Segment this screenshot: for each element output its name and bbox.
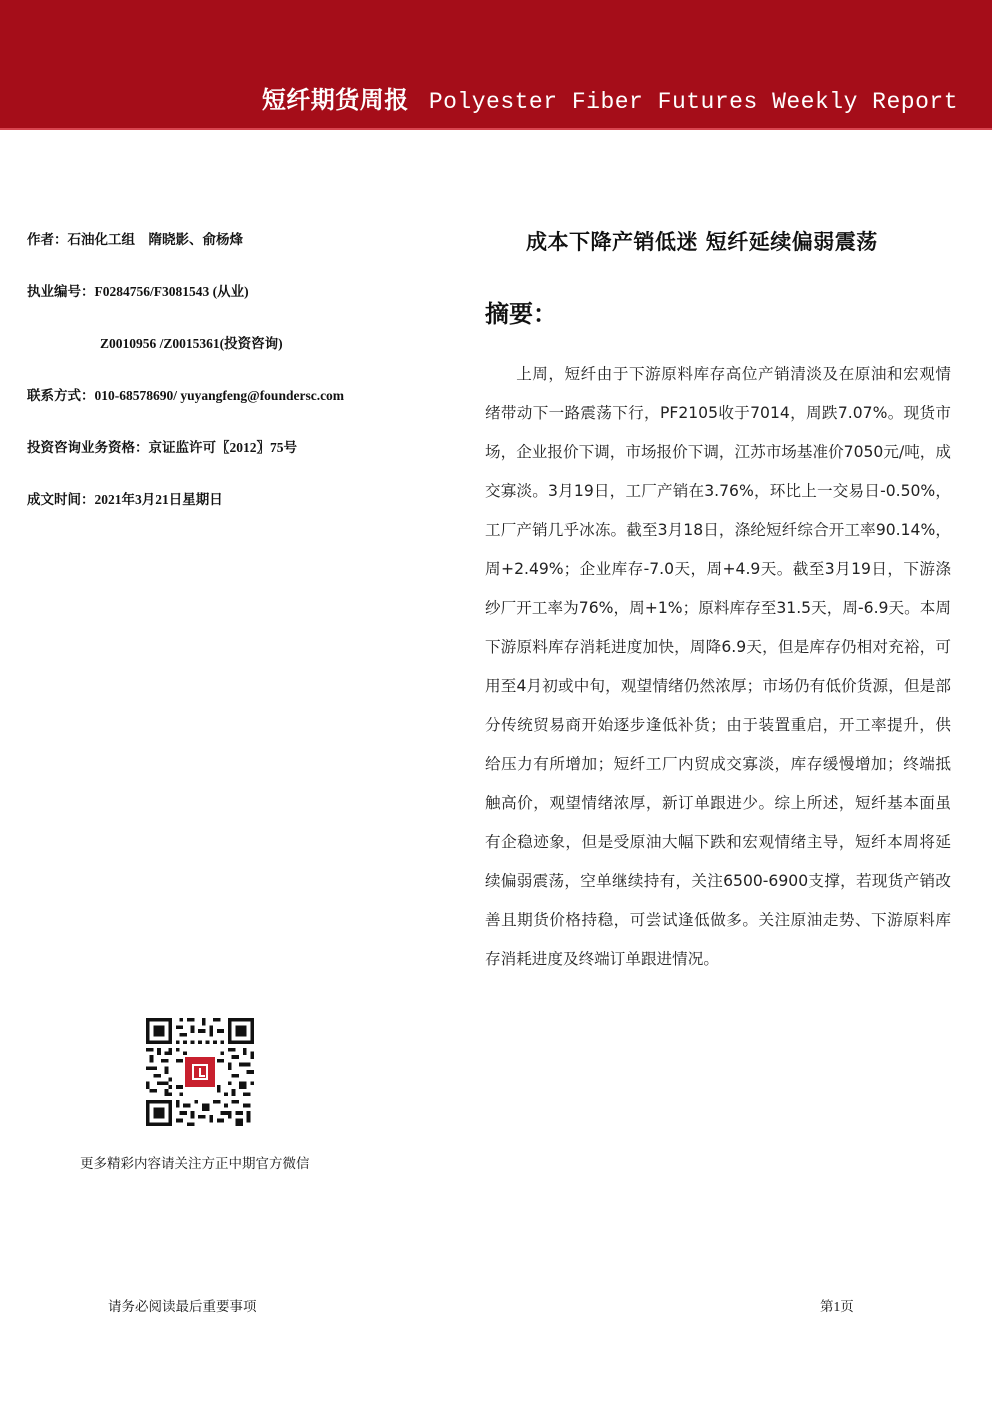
summary-paragraph: 上周，短纤由于下游原料库存高位产销清淡及在原油和宏观情绪带动下一路震荡下行，PF2105收于7014，周跌7.07%。现货市场，企业报价下调，市场报价下调，江苏市场基准价7050元/吨，成交寡淡。3月19日，工厂产销在3.76%，环比上一交易日-0.50%，工厂产销几乎冰冻。截至3月18日，涤纶短纤综合开工率90.14%，周+2.49%；企业库存-7.0天，周+4.9天。截至3月19日，下游涤纱厂开工率为76%，周+1%；原料库存至31.5天，周-6.9天。本周下游原料库存消耗进度加快，周降6.9天，但是库存仍相对充裕，可用至4月初或中旬，观望情绪仍然浓厚；市场仍有低价货源，但是部分传统贸易商开始逐步逢低补货；由于装置重启，开工率提升，供给压力有所增加；短纤工厂内贸成交寡淡，库存缓慢增加；终端抵触高价，观望情绪浓厚，新订单跟进少。综上所述，短纤基本面虽有企稳迹象，但是受原油大幅下跌和宏观情绪主导，短纤本周将延续偏弱震荡，空单继续持有，关注6500-6900支撑，若现货产销改善且期货价格持稳，可尝试逢低做多。关注原油走势、下游原料库存消耗进度及终端订单跟进情况。: [485, 365, 951, 968]
qr-code-icon: [146, 1018, 254, 1126]
qr-code-graphic: [146, 1018, 254, 1126]
author: 作者：石油化工组 隋晓影、俞杨烽: [27, 232, 243, 247]
license-number: 执业编号：F0284756/F3081543 (从业): [27, 284, 249, 299]
article-headline: 成本下降产销低迷 短纤延续偏弱震荡: [526, 230, 878, 254]
header-divider: [0, 128, 992, 130]
qualification: 投资咨询业务资格：京证监许可〖2012〗75号: [27, 440, 297, 455]
footer-notice: 请务必阅读最后重要事项: [108, 1299, 257, 1315]
report-title-en: Polyester Fiber Futures Weekly Report: [428, 89, 958, 115]
license-number-2: Z0010956 /Z0015361(投资咨询): [100, 336, 283, 351]
author-info: [27, 228, 447, 540]
written-date: 成文时间：2021年3月21日星期日: [27, 492, 223, 507]
header-banner: [0, 0, 992, 128]
contact: 联系方式：010-68578690/ yuyangfeng@foundersc.com: [27, 388, 345, 403]
summary-body: [485, 355, 951, 979]
qr-caption: 更多精彩内容请关注方正中期官方微信: [80, 1156, 310, 1172]
summary-heading: 摘要：: [485, 300, 557, 328]
report-title-cn: 短纤期货周报: [261, 86, 409, 114]
page-number: 第1页: [820, 1299, 854, 1314]
report-title: [262, 80, 958, 115]
